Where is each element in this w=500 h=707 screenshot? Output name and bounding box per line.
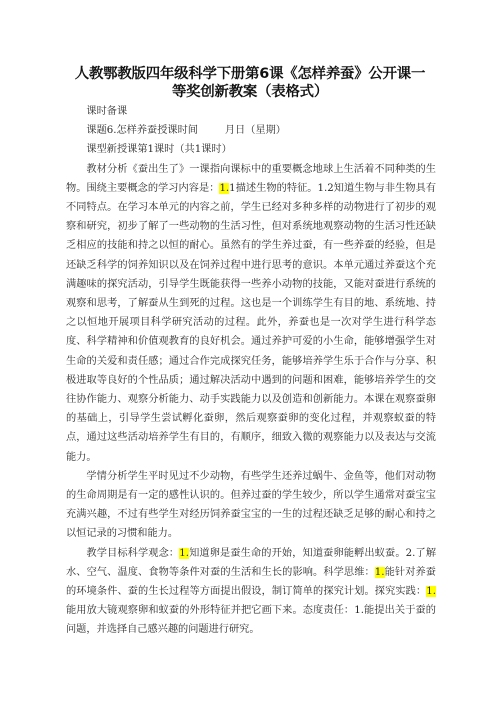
- analysis-text-a: 教材分析《蚕出生了》一课指向课标中的重要概念地球上生活着不同种类的生物。围绕主要概念的学习内容是：: [66, 163, 436, 194]
- analysis-text-b: 1描述生物的特征。1.2知道生物与非生物具有不同特点。在学习本单元的内容之前，学生已经对多种多样的动物进行了初步的观察和研究，初步了解了一些动物的生活习性，但对系统地观察动物的生活习性还缺乏相应的技能和持之以恒的耐心。虽然有的学生养过蚕，有一些养蚕的经验，但是还缺乏科学的饲养知识以及在饲养过程中进行思考的意识。本单元通过养蚕这个充满趣味的探究活动，引导学生既能获得一些养小动物的技能，又能对蚕进行系统的观察和思考，了解蚕从生到死的过程。这也是一个训练学生有目的地、系统地、持之以恒地开展项目科学研究活动的过程。此外，养蚕也是一次对学生进行科学态度、科学精神和价值观教育的良好机会。通过养护可爱的小生命，能够增强学生对生命的关爱和责任感；通过合作完成探究任务，能够培养学生乐于合作与分享、积极进取等良好的个性品质；通过解决活动中遇到的问题和困难，能够培养学生的交往协作能力、观察分析能力、动手实践能力以及创造和创新能力。本课在观察蚕卵的基础上，引导学生尝试孵化蚕卵，然后观察蚕卵的变化过程，并观察蚁蚕的特点，通过这些活动培养学生有目的，有顺序，细致入微的观察能力以及表达与交流能力。: [66, 182, 437, 463]
- document-title-line-2: 等奖创新教案（表格式）: [171, 84, 329, 100]
- document-title-line-1: 人教鄂教版四年级科学下册第6课《怎样养蚕》公开课一: [74, 66, 426, 82]
- lesson-type-line: 课型新授课第1课时（共1课时）: [86, 144, 232, 156]
- lesson-info-line: 课题6.怎样养蚕授课时间 月日（星期）: [86, 125, 286, 137]
- paragraph-student-analysis: 学情分析学生平时见过不少动物，有些学生还养过蜗牛、金鱼等，他们对动物的生命周期是有一定的感性认识的。但养过蚕的学生较少，所以学生通常对蚕宝宝充满兴趣，不过有些学生对经历饲养蚕宝宝的一生的过程还缺乏足够的耐心和持之以恒记录的习惯和能力。: [66, 470, 436, 540]
- section-heading-prep: 课时备课: [86, 106, 128, 117]
- goals-text-d: 能用放大镜观察卵和蚁蚕的外形特征并把它画下来。态度责任：1.能提出关于蚕的问题，并选择自己感兴趣的问题进行研究。: [66, 605, 436, 636]
- goals-text-b: 知道卵是蚕生命的开始，知道蚕卵能孵出蚁蚕。2.了解水、空气、温度、食物等条件对蚕的生活和生长的影响。科学思维：: [66, 547, 437, 578]
- highlight-mark: 1.: [219, 182, 230, 194]
- highlight-mark: 1.: [426, 586, 436, 598]
- document-body: [66, 102, 436, 640]
- paragraph-teaching-goals: [66, 544, 436, 640]
- goals-text-a: 教学目标科学观念：: [86, 547, 180, 559]
- highlight-mark: 1.: [374, 566, 385, 578]
- paragraph-textbook-analysis: [66, 160, 436, 467]
- goals-text-c: 能针对养蚕的环境条件、蚕的生长过程等方面提出假设，制订简单的探究计划。探究实践：: [66, 566, 436, 598]
- highlight-mark: 1.: [179, 547, 189, 559]
